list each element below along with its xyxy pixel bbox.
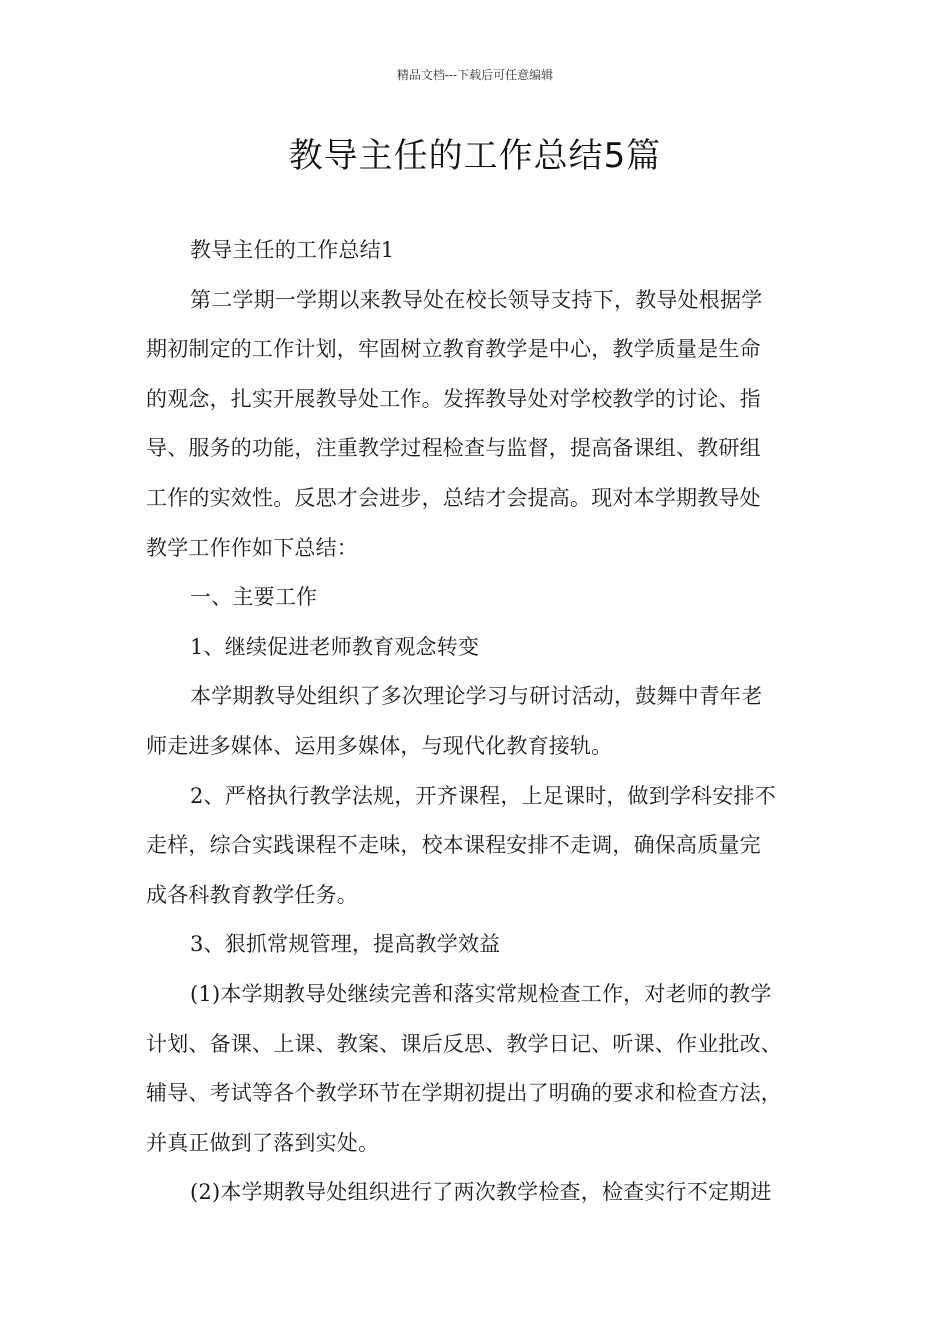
paragraph-line: 走样，综合实践课程不走味，校本课程安排不走调，确保高质量完 — [146, 833, 761, 858]
section-heading: 教导主任的工作总结1 — [190, 238, 395, 262]
subsection-heading: 3、狠抓常规管理，提高教学效益 — [190, 932, 501, 957]
paragraph-line: 工作的实效性。反思才会进步，总结才会提高。现对本学期教导处 — [146, 485, 761, 510]
paragraph-line: 师走进多媒体、运用多媒体，与现代化教育接轨。 — [146, 733, 613, 758]
paragraph-line: 成各科教育教学任务。 — [146, 882, 358, 907]
paragraph-line: 期初制定的工作计划，牢固树立教育教学是中心，教学质量是生命 — [146, 337, 761, 362]
paragraph-line: 导、服务的功能，注重教学过程检查与监督，提高备课组、教研组 — [146, 436, 761, 461]
paragraph-line: 本学期教导处组织了多次理论学习与研讨活动，鼓舞中青年老 — [190, 684, 763, 709]
page-title: 教导主任的工作总结5篇 — [288, 136, 662, 176]
paragraph-line: 计划、备课、上课、教案、课后反思、教学日记、听课、作业批改、 — [146, 1031, 782, 1056]
paragraph-line: (2)本学期教导处组织进行了两次教学检查，检查实行不定期进 — [190, 1180, 772, 1205]
paragraph-line: 的观念，扎实开展教导处工作。发挥教导处对学校教学的讨论、指 — [146, 386, 761, 411]
subsection-heading: 1、继续促进老师教育观念转变 — [190, 634, 480, 659]
paragraph-line: (1)本学期教导处继续完善和落实常规检查工作，对老师的教学 — [190, 981, 772, 1006]
document-body — [146, 226, 810, 1218]
paragraph-line: 辅导、考试等各个教学环节在学期初提出了明确的要求和检查方法， — [146, 1081, 782, 1106]
paragraph-line: 并真正做到了落到实处。 — [146, 1130, 380, 1155]
section-heading: 一、主要工作 — [190, 585, 318, 610]
paragraph-line: 教学工作作如下总结： — [146, 535, 358, 560]
paragraph-line: 2、严格执行教学法规，开齐课程，上足课时，做到学科安排不 — [190, 783, 776, 808]
paragraph-line: 第二学期一学期以来教导处在校长领导支持下，教导处根据学 — [190, 287, 763, 312]
header-note: 精品文档---下载后可任意编辑 — [396, 68, 554, 82]
